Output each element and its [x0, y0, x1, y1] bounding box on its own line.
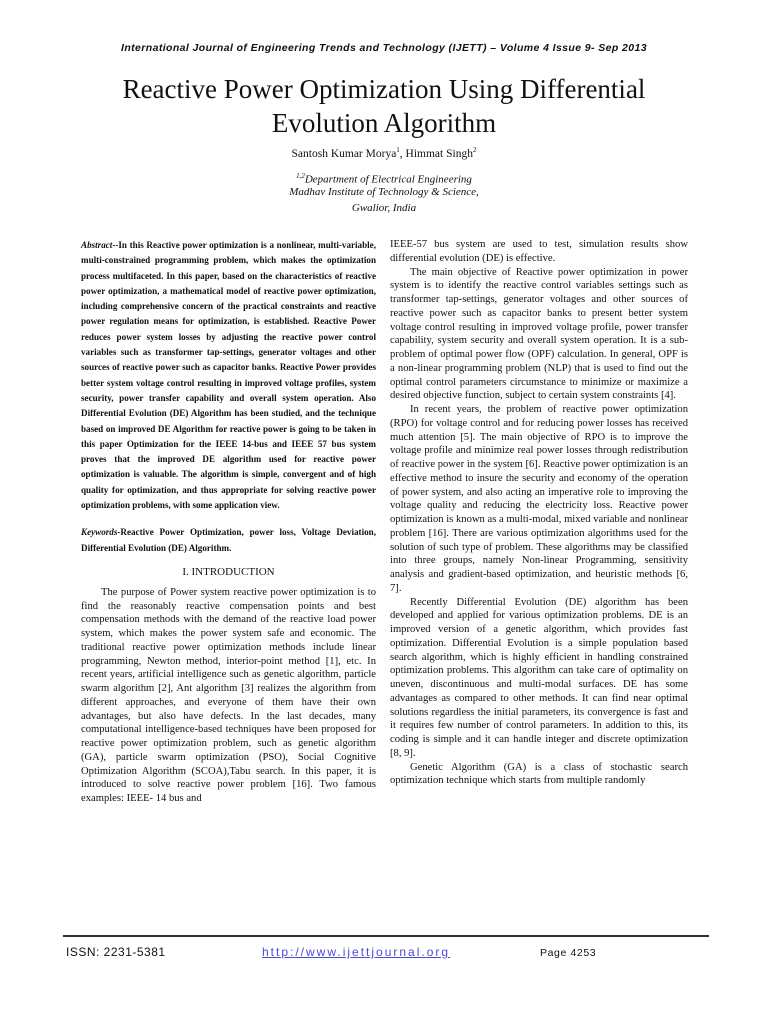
paper-title	[60, 72, 708, 140]
author-1-sup: 1	[396, 146, 400, 154]
footer-issn: ISSN: 2231-5381	[66, 945, 166, 959]
footer-divider	[63, 935, 709, 937]
affiliation-line-3: Gwalior, India	[351, 202, 417, 214]
author-1: Santosh Kumar Morya	[291, 147, 397, 160]
affiliation-sup: 1,2	[296, 172, 305, 180]
author-2-sup: 2	[472, 146, 477, 154]
author-2: Himmat Singh	[405, 147, 473, 160]
right-paragraph-3: Recently Differential Evolution (DE) algorithm has been developed and applied for various optimization problems. DE is an improved version of a genetic algorithm, which provides fast optimization. Differential Evolution is a simple population based search algorithm, which is highly efficient in handling constrained optimization problems. This algorithm can take care of optimality on uneven, discontinuous and multi-modal surfaces. DE has some advantages as compared to other methods. It can find near optimal solutions regardless the initial parameters, its convergence is fast and it requires few number of control parameters. In addition to this, its coding is simple and it can handle integer and discrete optimization [8, 9].	[390, 596, 688, 759]
right-paragraph-1: The main objective of Reactive power optimization in power system is to identify the reactive control variables settings such as transformer tap-settings, generator voltages and other sources of reactive power such as capacitor banks to present better system voltage control resulting in improved voltage profile, power transfer capability, system security and overall system operation. It is a sub-problem of optimal power flow (OPF) calculation. In general, OPF is a non-linear programming problem (NLP) that is used to find out the optimal control parameters circumstance to minimize or maximize a desired objective function, subject to certain system constraints [4].	[390, 266, 688, 402]
keywords	[81, 525, 376, 556]
abstract	[81, 238, 376, 513]
author-list	[0, 146, 768, 160]
title-line-1: Reactive Power Optimization Using Differential	[122, 74, 646, 104]
right-paragraph-2: In recent years, the problem of reactive power optimization (RPO) for voltage control and for reducing power losses has received much attention [5]. The main objective of RPO is to improve the voltage profile and minimize real power losses through redistribution of reactive power in the system [6]. Reactive power optimization is an effective method to insure the security and economy of the operation of power system, and also acting an imperative role to improving the voltage quality and reducing the electricity loss. Reactive power optimization is known as a multi-modal, mixed variable and nonlinear problem [16]. There are various optimization algorithms used for the solution of such type of problem. These algorithms may be classified into three groups, namely Non-linear Programming, sensitivity analysis and gradient-based optimization, and heuristic methods [6, 7].	[390, 404, 688, 594]
right-paragraph-4: Genetic Algorithm (GA) is a class of stochastic search optimization technique which starts from multiple randomly	[390, 761, 688, 787]
right-paragraph-0: IEEE-57 bus system are used to test, simulation results show differential evolution (DE) is effective.	[390, 239, 688, 264]
intro-paragraph-1: The purpose of Power system reactive power optimization is to find the reasonably reactive compensation points and best compensation methods with the demand of the reactive load power system, which makes the power system safe and economic. The traditional reactive power optimization methods include linear programming, Newton method, interior-point method [1], etc. In recent years, artificial intelligence such as genetic algorithm, particle swarm algorithm [2], Ant algorithm [3] realizes the algorithm from different approaches, and everyone of them have their own advantages, but also have defects. In the last decades, many computational intelligence-based techniques have been proposed for reactive power optimization problem, such as genetic algorithm (GA), particle swarm optimization (PSO), Social Cognitive Optimization Algorithm (SCOA),Tabu search. In this paper, it is introduced to solve reactive power problem [16]. Two famous examples: IEEE- 14 bus and	[81, 586, 376, 805]
journal-header: International Journal of Engineering Trends and Technology (IJETT) – Volume 4 Issue 9- Sep 2013	[121, 42, 647, 54]
footer-journal-link[interactable]: http://www.ijettjournal.org	[262, 945, 451, 959]
affiliation-line-2: Madhav Institute of Technology & Science,	[289, 186, 479, 198]
left-column	[81, 238, 376, 806]
footer-page-number: Page 4253	[540, 947, 597, 959]
abstract-text: --In this Reactive power optimization is a nonlinear, multi-variable, multi-constrained programming problem, which makes the optimization process multifaceted. In this paper, based on the characteristics of reactive power optimization, a mathematical model of reactive power optimization, including comprehensive concern of the practical constraints and reactive power regulation means for optimization, is established. Reactive Power reduces power system losses by adjusting the reactive power control variables such as transformer tap-settings, generator voltages and other sources of reactive power such as capacitor banks. Reactive Power provides better system voltage control resulting in improved voltage profiles, system security, power transfer capability and overall system operation. Also Differential Evolution (DE) Algorithm has been studied, and the technique based on improved DE Algorithm for reactive power is going to be taken in this paper Optimization for the IEEE 14-bus and IEEE 57 bus system proves that the improved DE algorithm used for reactive power optimization is valuable. The algorithm is simple, convergent and of high quality for optimization, and thus appropriate for solving reactive power optimization problems, with some application view.	[81, 240, 376, 511]
title-line-2: Evolution Algorithm	[271, 108, 497, 138]
author-separator: ,	[399, 147, 406, 160]
section-heading-introduction: I. INTRODUCTION	[182, 565, 275, 578]
keywords-label: Keywords	[81, 527, 118, 538]
keywords-text: -Reactive Power Optimization, power loss, Voltage Deviation, Differential Evolution (DE) Algorithm.	[81, 527, 376, 553]
right-column	[390, 238, 688, 788]
abstract-label: Abstract	[81, 240, 113, 250]
affiliation-dept: Department of Electrical Engineering	[304, 173, 472, 186]
